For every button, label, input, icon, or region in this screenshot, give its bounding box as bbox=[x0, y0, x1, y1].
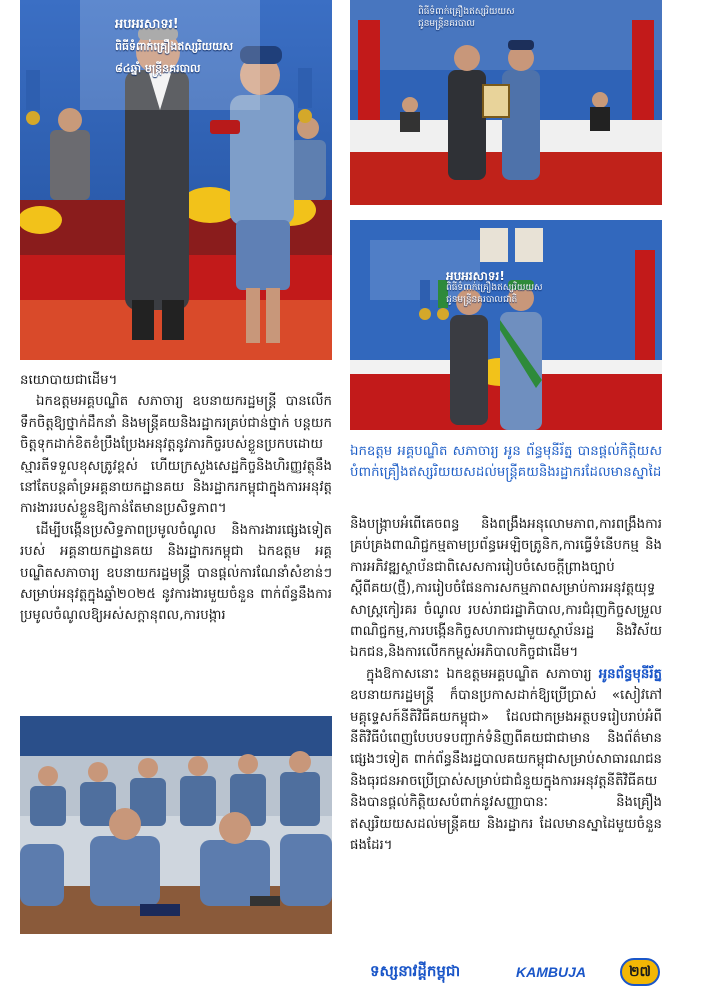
photo-certificate-presentation bbox=[350, 0, 662, 205]
paragraph-text: ក្នុងឱកាសនោះ ឯកឧត្តមអគ្គបណ្ឌិត សភាចារ្យ bbox=[366, 666, 592, 682]
page-number-badge bbox=[620, 958, 660, 986]
photo-medal-sash-ceremony bbox=[350, 220, 662, 430]
banner-line-2: ជូនមន្ត្រីនគរបាល bbox=[418, 19, 475, 29]
paragraph bbox=[350, 664, 662, 857]
page-number: ២៧ bbox=[628, 964, 652, 980]
paragraph: ដើម្បីបង្កើនប្រសិទ្ធភាពប្រមូលចំណូល និងការងារផ្សេងទៀតរបស់ អគ្គនាយកដ្ឋានគយ និងរដ្ឋាករកម្ពុជា ឯកឧត្តម អគ្គបណ្ឌិតសភាចារ្យ ឧបនាយករដ្ឋមន្ត្រី បានផ្តល់ការណែនាំសំខាន់ៗ សម្រាប់អនុវត្តក្នុងឆ្នាំ២០២៥ នូវការងារមួយចំនួន ពាក់ព័ន្ធនឹងការប្រមូលចំណូលឱ្យអស់សក្តានុពល,ការបង្ការ bbox=[20, 522, 332, 624]
banner-line-1: អបអរសាទរ! bbox=[115, 17, 179, 32]
photo-banner-text bbox=[446, 270, 596, 306]
left-column bbox=[20, 370, 332, 627]
banner-line-1: អបអរសាទរ! bbox=[446, 269, 505, 283]
paragraph-continuation: និងបង្ក្រាបអំពើគេចពន្ធ និងពង្រឹងអនុលោមភាព,ការពង្រឹងការគ្រប់គ្រងពាណិជ្ជកម្មតាមប្រព័ន្ធអេឡិចត្រូនិក,ការធ្វើទំនើបកម្ម និងការអភិវឌ្ឍស្ថាប័នជាពិសេសការរៀបចំសេចក្តីព្រាងច្បាប់ស្តីពីគយ(ថ្មី),ការរៀបចំផែនការសកម្មភាពសម្រាប់ការអនុវត្តយុទ្ធសាស្ត្រកៀរគរ ចំណូល របស់រាជរដ្ឋាភិបាល,ការជំរុញកិច្ចសម្រួល ពាណិជ្ជកម្ម,ការបង្កើនកិច្ចសហការជាមួយស្ថាប័នរដ្ឋ និងវិស័យឯកជន,និងការលើកកម្ពស់អភិបាលកិច្ចជាដើម។ bbox=[350, 517, 662, 661]
photo-illustration bbox=[350, 220, 662, 430]
photo-banner-text bbox=[115, 14, 305, 80]
photo-caption: ឯកឧត្តម អគ្គបណ្ឌិត សភាចារ្យ អូន ព័ន្ធមុនីរ័ត្ន បានផ្តល់កិត្តិយសបំពាក់គ្រឿងឥស្សរិយយសដល់មន្ត្រីគយនិងរដ្ឋាករដែលមានស្នាដៃ bbox=[350, 444, 662, 480]
photo-illustration bbox=[20, 716, 332, 934]
banner-line-1: ពិធីទំពាក់គ្រឿងឥស្សរិយយស bbox=[418, 7, 515, 17]
right-column bbox=[350, 514, 662, 857]
brand-wordmark: KAMBUJA bbox=[516, 964, 586, 980]
photo-illustration bbox=[350, 0, 662, 205]
footer bbox=[360, 958, 690, 992]
banner-line-3: ៨៤ឆ្នាំ មន្ត្រីនគរបាល bbox=[115, 62, 201, 75]
paragraph-text: ឧបនាយករដ្ឋមន្ត្រី ក៏បានប្រកាសដាក់ឱ្យប្រើប្រាស់ «សៀវភៅមគ្គុទ្ទេសក៍នីតិវិធីគយកម្ពុជា» ដែលជាកម្រងអត្ថបទរៀបរាប់អំពីនីតិវិធីបំពេញបែបបទបញ្ជាក់ទំនិញពីគយជាជាមាន និងព័ត៌មានផ្សេងៗទៀត ពាក់ព័ន្ធនឹងរដ្ឋបាលគយកម្ពុជាសម្រាប់សាធារណជន និងធុរជនអាចប្រើប្រាស់សម្រាប់ជាជំនួយក្នុងការអនុវត្តនីតិវិធីគយ និងបានផ្តល់កិត្តិយសបំពាក់នូវសញ្ញាបានៈ និងគ្រឿងឥស្សរិយយសដល់មន្ត្រីគយ និងរដ្ឋាករ ដែលមានស្នាដៃមួយចំនួនផងដែរ។ bbox=[350, 688, 662, 854]
banner-line-3: ជូនមន្ត្រីនគរបាលជាតិ bbox=[446, 295, 518, 305]
highlighted-name: អូនព័ន្ធមុនីរ័ត្ន bbox=[598, 666, 662, 682]
banner-line-2: ពិធីទំពាក់គ្រឿងឥស្សរិយយស bbox=[115, 40, 234, 53]
photo-banner-text bbox=[418, 6, 608, 30]
banner-line-2: ពិធីទំពាក់គ្រឿងឥស្សរិយយស bbox=[446, 283, 543, 293]
paragraph: ឯកឧត្តមអគ្គបណ្ឌិត សភាចារ្យ ឧបនាយករដ្ឋមន្ត្រី បានលើកទឹកចិត្តឱ្យថ្នាក់ដឹកនាំ និងមន្ត្រីគយនិងរដ្ឋាករគ្រប់ជាន់ថ្នាក់ បន្តយកចិត្តទុកដាក់ខិតខំប្រឹងប្រែងអនុវត្តនូវភារកិច្ចរបស់ខ្លួនប្រកបដោយស្មារតីទទួលខុសត្រូវខ្ពស់ ហើយក្រសួងសេដ្ឋកិច្ចនិងហិរញ្ញវត្ថុនឹងនៅតែបន្តគាំទ្រអគ្គនាយកដ្ឋានគយ និងរដ្ឋាករកម្ពុជាក្នុងការអនុវត្តការងាររបស់ខ្លួនឱ្យកាន់តែមានប្រសិទ្ធភាព។ bbox=[20, 394, 332, 517]
photo-award-ceremony-handover bbox=[20, 0, 332, 360]
photo-audience-officers bbox=[20, 716, 332, 934]
paragraph-continuation: នយោបាយជាដើម។ bbox=[20, 373, 118, 388]
magazine-name: ទស្សនាវដ្តីកម្ពុជា bbox=[370, 962, 461, 980]
